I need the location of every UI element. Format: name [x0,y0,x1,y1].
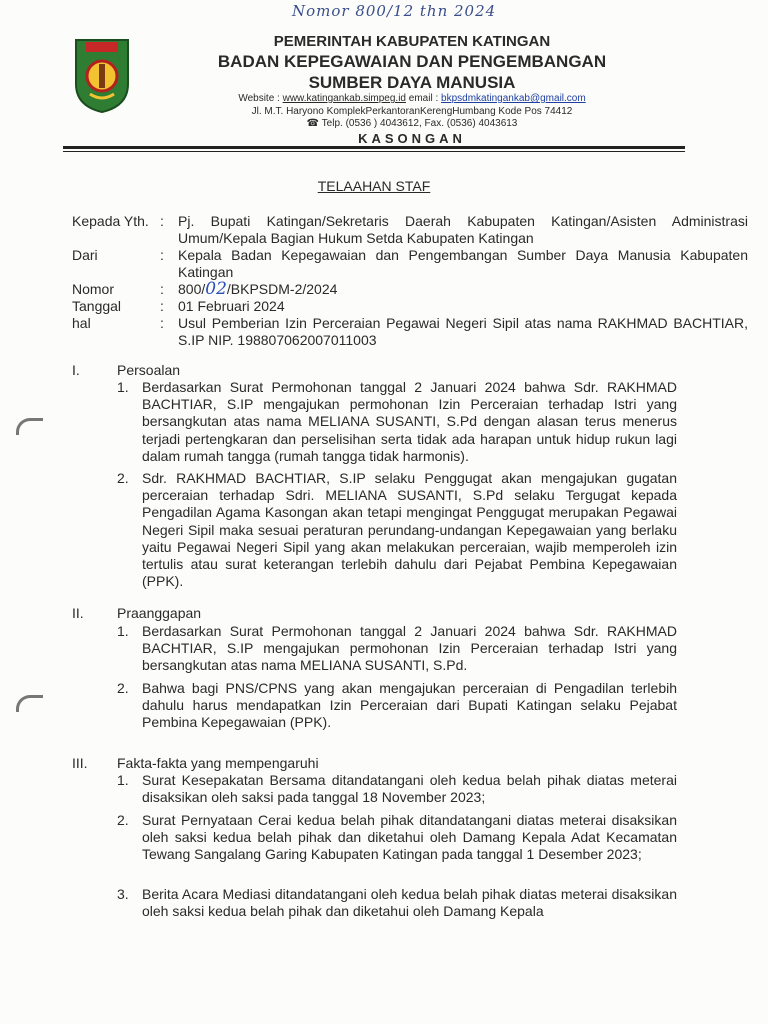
email-link[interactable]: bkpsdmkatingankab@gmail.com [441,93,586,104]
document-title: TELAAHAN STAF [317,178,431,194]
item-text: Surat Pernyataan Cerai kedua belah pihak ditandatangani diatas meterai disaksikan oleh saksi kedua belah pihak dan diketahui oleh Damang Kepala Adat Kecamatan Tewang Sangalang Garing Kabupaten Katingan pada tanggal 1 Desember 2023; [142,812,677,863]
item-text: Berita Acara Mediasi ditandatangani oleh kedua belah pihak diatas meterai disaksikan oleh saksi kedua belah pihak dan diketahui oleh Damang Kepala [142,886,677,920]
colon: : [160,281,164,297]
contact-web-email [138,93,686,104]
section-numeral: I. [72,362,80,378]
list-item [117,470,677,590]
colon: : [160,315,164,331]
dari-label: Dari [72,247,98,263]
section-numeral: II. [72,605,84,621]
org-name-line3: SUMBER DAYA MANUSIA [308,73,516,92]
colon: : [160,247,164,263]
item-text: Berdasarkan Surat Permohonan tanggal 2 Januari 2024 bahwa Sdr. RAKHMAD BACHTIAR, S.IP mengajukan permohonan Izin Perceraian terhadap Istri yang bersangkutan atas nama MELIANA SUSANTI, S.Pd. [142,623,677,674]
kepada-value: Pj. Bupati Katingan/Sekretaris Daerah Kabupaten Katingan/Asisten Administrasi Umum/Kepala Bagian Hukum Setda Kabupaten Katingan [178,213,748,246]
list-item [117,379,677,465]
section-heading: Praanggapan [117,605,202,621]
item-text: Surat Kesepakatan Bersama ditandatangani oleh kedua belah pihak diatas meterai disaksikan oleh saksi pada tanggal 18 November 2023; [142,772,677,806]
item-text: Bahwa bagi PNS/CPNS yang akan mengajukan perceraian di Pengadilan terlebih dahulu harus mendapatkan Izin Perceraian dari Bupati Katingan selaku Pejabat Pembina Kepegawaian (PPK). [142,680,677,731]
nomor-value [178,281,748,298]
hal-value: Usul Pemberian Izin Perceraian Pegawai Negeri Sipil atas nama RAKHMAD BACHTIAR, S.IP NIP. 198807062007011003 [178,315,748,348]
nomor-handwritten: 02 [205,279,227,299]
binder-punch-mark [16,695,43,712]
hal-row [72,315,752,351]
item-number: 1. [117,772,129,788]
colon: : [160,298,164,314]
section-numeral: III. [72,755,88,771]
nomor-row [72,281,752,299]
org-name-line1: PEMERINTAH KABUPATEN KATINGAN [273,33,551,50]
tanggal-row [72,298,752,316]
kepada-label: Kepada Yth. [72,213,149,229]
website-label: Website : [238,93,280,104]
section-heading: Persoalan [117,362,181,378]
handwritten-note: Nomor 800/12 thn 2024 [292,2,497,20]
item-text: Berdasarkan Surat Permohonan tanggal 2 Januari 2024 bahwa Sdr. RAKHMAD BACHTIAR, S.IP mengajukan permohonan Izin Perceraian terhadap Istri yang bersangkutan atas nama MELIANA SUSANTI, S.Pd dengan alasan terus menerus terjadi pertengkaran dan perselisihan serta tidak ada harapan untuk hidup rukun lagi dalam rumah tangga (rumah tangga tidak harmonis). [142,379,677,464]
item-number: 2. [117,470,129,486]
tanggal-value: 01 Februari 2024 [178,298,285,314]
item-number: 3. [117,886,129,902]
email-label: email : [408,93,439,104]
header-rule-thick [63,146,685,149]
colon: : [160,213,164,229]
list-item [117,623,677,675]
regency-emblem-logo [72,36,132,114]
section-heading: Fakta-fakta yang mempengaruhi [117,755,319,771]
header-rule-thin [63,151,685,152]
item-number: 1. [117,623,129,639]
list-item [117,772,677,806]
hal-label: hal [72,315,91,331]
binder-punch-mark [16,418,43,435]
city-name: KASONGAN [358,131,466,146]
tanggal-label: Tanggal [72,298,122,314]
item-text: Sdr. RAKHMAD BACHTIAR, S.IP selaku Penggugat akan mengajukan gugatan perceraian terhadap Sdri. MELIANA SUSANTI, S.Pd selaku Tergugat kepada Pengadilan Agama Kasongan akan tetapi mengingat Penggugat merupakan Pegawai Negeri Sipil maka sesuai peraturan perundang-undangan Kepegawaian yang berlaku yaitu Pegawai Negeri Sipil yang akan melakukan perceraian, wajib memperoleh izin tertulis atau surat keterangan terlebih dahulu dari Pejabat Pembina Kepegawaian (PPK). [142,470,677,590]
list-item [117,680,677,732]
nomor-suffix: /BKPSDM-2/2024 [226,281,338,297]
item-number: 2. [117,680,129,696]
address: Jl. M.T. Haryono KomplekPerkantoranKerengHumbang Kode Pos 74412 [251,106,573,117]
item-number: 1. [117,379,129,395]
nomor-prefix: 800/ [178,281,206,297]
org-name-line2: BADAN KEPEGAWAIAN DAN PENGEMBANGAN [217,52,607,71]
item-number: 2. [117,812,129,828]
phone-fax: ☎ Telp. (0536 ) 4043612, Fax. (0536) 4043613 [306,118,518,129]
list-item [117,812,677,864]
nomor-label: Nomor [72,281,115,297]
list-item [117,886,677,920]
dari-row [72,247,752,283]
kepada-row [72,213,752,249]
dari-value: Kepala Badan Kepegawaian dan Pengembangan Sumber Daya Manusia Kabupaten Katingan [178,247,748,280]
website-link[interactable]: www.katingankab.simpeg.id [282,93,406,104]
